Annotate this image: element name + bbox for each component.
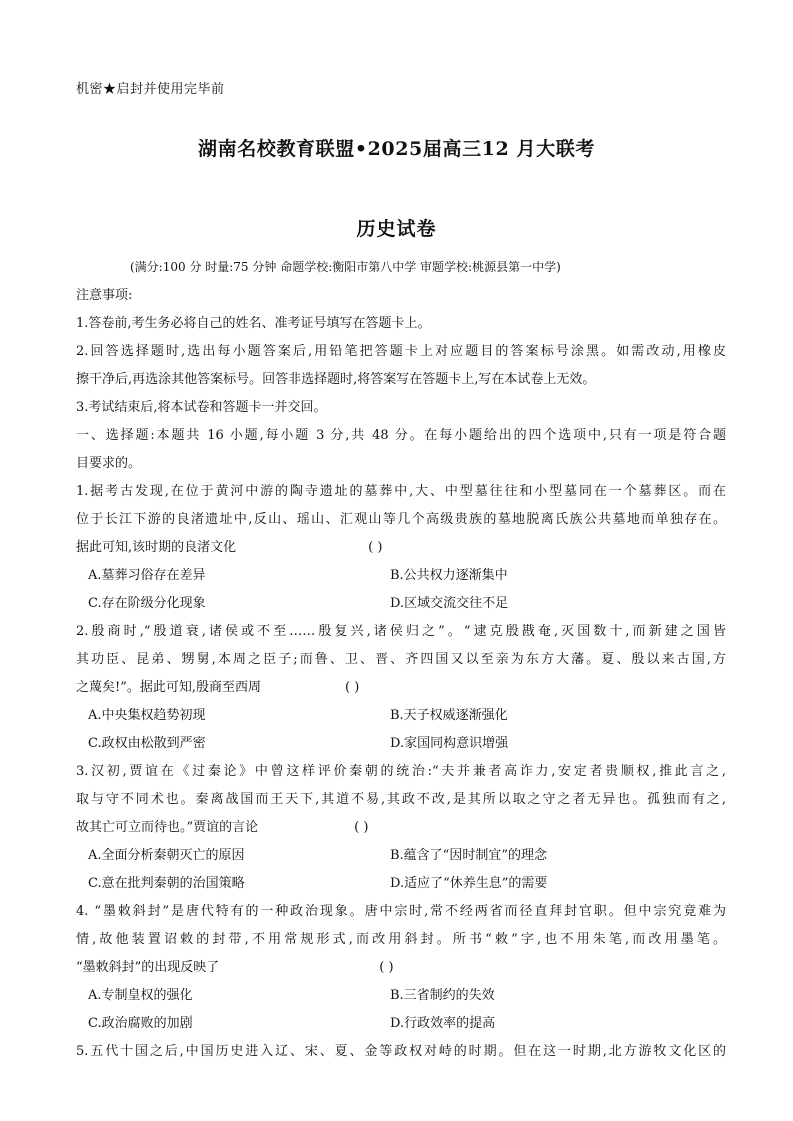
question-stem-text: “墨敕斜封”的出现反映了 xyxy=(76,960,220,975)
option-d: D.区域交流交往不足 xyxy=(390,596,509,611)
options-row xyxy=(76,1010,726,1038)
confidential-mark: 机密★启封并使用完毕前 xyxy=(76,82,225,97)
note-item: 擦干净后,再选涂其他答案标号。回答非选择题时,将答案写在答题卡上,写在本试卷上无效。 xyxy=(76,372,596,387)
exam-meta: (满分:100 分 时量:75 分钟 命题学校:衡阳市第八中学 审题学校:桃源县第一中学) xyxy=(130,260,561,274)
answer-blank: ( ) xyxy=(368,540,383,555)
question-stem-line: 3.汉初,贾谊在《过秦论》中曾这样评价秦朝的统治:“夫并兼者高诈力,安定者贵顺权,推此言之, xyxy=(76,764,726,779)
section-instructions: 一、选择题:本题共 16 小题,每小题 3 分,共 48 分。在每小题给出的四个选项中,只有一项是符合题 xyxy=(76,428,726,443)
question-stem-line: 其功臣、昆弟、甥舅,本周之臣子;而鲁、卫、晋、齐四国又以至亲为东方大藩。夏、殷以来古国,方 xyxy=(76,652,726,667)
options-row xyxy=(76,562,726,590)
option-d: D.行政效率的提高 xyxy=(390,1016,496,1031)
answer-blank: ( ) xyxy=(354,820,369,835)
options-row xyxy=(76,870,726,898)
option-c: C.政治腐败的加剧 xyxy=(88,1016,193,1031)
note-item: 2.回答选择题时,选出每小题答案后,用铅笔把答题卡上对应题目的答案标号涂黑。如需改动,用橡皮 xyxy=(76,344,726,359)
exam-body xyxy=(76,282,726,1066)
question-stem-line: 4. “墨敕斜封”是唐代特有的一种政治现象。唐中宗时,常不经两省而径直拜封官职。但中宗究竟难为 xyxy=(76,904,726,919)
option-a: A.专制皇权的强化 xyxy=(88,988,193,1003)
question-stem-line: 位于长江下游的良渚遗址中,反山、瑶山、汇观山等几个高级贵族的墓地脱离氏族公共墓地而单独存在。 xyxy=(76,512,726,527)
note-item: 3.考试结束后,将本试卷和答题卡一并交回。 xyxy=(76,400,327,415)
question-stem-line: 1.据考古发现,在位于黄河中游的陶寺遗址的墓葬中,大、中型墓往往和小型墓同在一个墓葬区。而在 xyxy=(76,484,726,499)
options-row xyxy=(76,730,726,758)
question-stem-text: 之蔑矣!”。据此可知,殷商至西周 xyxy=(76,680,262,695)
option-c: C.存在阶级分化现象 xyxy=(88,596,206,611)
question-stem-text: 据此可知,该时期的良渚文化 xyxy=(76,540,237,555)
question-stem-line: 取与守不同术也。秦离战国而王天下,其道不易,其政不改,是其所以取之守之者无异也。孤独而有之, xyxy=(76,792,726,807)
subject-title: 历史试卷 xyxy=(356,218,437,240)
answer-blank: ( ) xyxy=(379,960,394,975)
note-item: 1.答卷前,考生务必将自己的姓名、准考证号填写在答题卡上。 xyxy=(76,316,431,331)
question-stem-line: 情,故他装置诏敕的封带,不用常规形式,而改用斜封。所书“敕”字,也不用朱笔,而改用墨笔。 xyxy=(76,932,726,947)
answer-blank: ( ) xyxy=(345,680,360,695)
question-stem-line: 5.五代十国之后,中国历史进入辽、宋、夏、金等政权对峙的时期。但在这一时期,北方游牧文化区的 xyxy=(76,1044,726,1059)
option-c: C.政权由松散到严密 xyxy=(88,736,206,751)
options-row xyxy=(76,842,726,870)
option-b: B.三省制约的失效 xyxy=(390,988,495,1003)
option-b: B.公共权力逐渐集中 xyxy=(390,568,508,583)
options-row xyxy=(76,590,726,618)
option-d: D.家国同构意识增强 xyxy=(390,736,509,751)
option-b: B.蕴含了“因时制宜”的理念 xyxy=(390,848,547,863)
option-a: A.全面分析秦朝灭亡的原因 xyxy=(88,848,245,863)
option-a: A.墓葬习俗存在差异 xyxy=(88,568,206,583)
option-a: A.中央集权趋势初现 xyxy=(88,708,206,723)
options-row xyxy=(76,702,726,730)
question-stem-text: 故其亡可立而待也。”贾谊的言论 xyxy=(76,820,259,835)
option-c: C.意在批判秦朝的治国策略 xyxy=(88,876,245,891)
question-3 xyxy=(76,758,726,898)
option-d: D.适应了“休养生息”的需要 xyxy=(390,876,548,891)
question-1 xyxy=(76,478,726,618)
question-stem-line xyxy=(76,534,726,562)
notes-heading: 注意事项: xyxy=(76,288,133,303)
question-4 xyxy=(76,898,726,1038)
question-stem-line xyxy=(76,954,726,982)
question-stem-line xyxy=(76,814,726,842)
options-row xyxy=(76,982,726,1010)
question-5 xyxy=(76,1038,726,1066)
option-b: B.天子权威逐渐强化 xyxy=(390,708,508,723)
section-instructions-cont: 目要求的。 xyxy=(76,456,142,471)
question-stem-line xyxy=(76,674,726,702)
question-2 xyxy=(76,618,726,758)
exam-title: 湖南名校教育联盟•2025届高三12 月大联考 xyxy=(198,138,595,160)
question-stem-line: 2.殷商时,“殷道衰,诸侯或不至……殷复兴,诸侯归之”。“逮克殷戡奄,灭国数十,而新建之国皆 xyxy=(76,624,726,639)
